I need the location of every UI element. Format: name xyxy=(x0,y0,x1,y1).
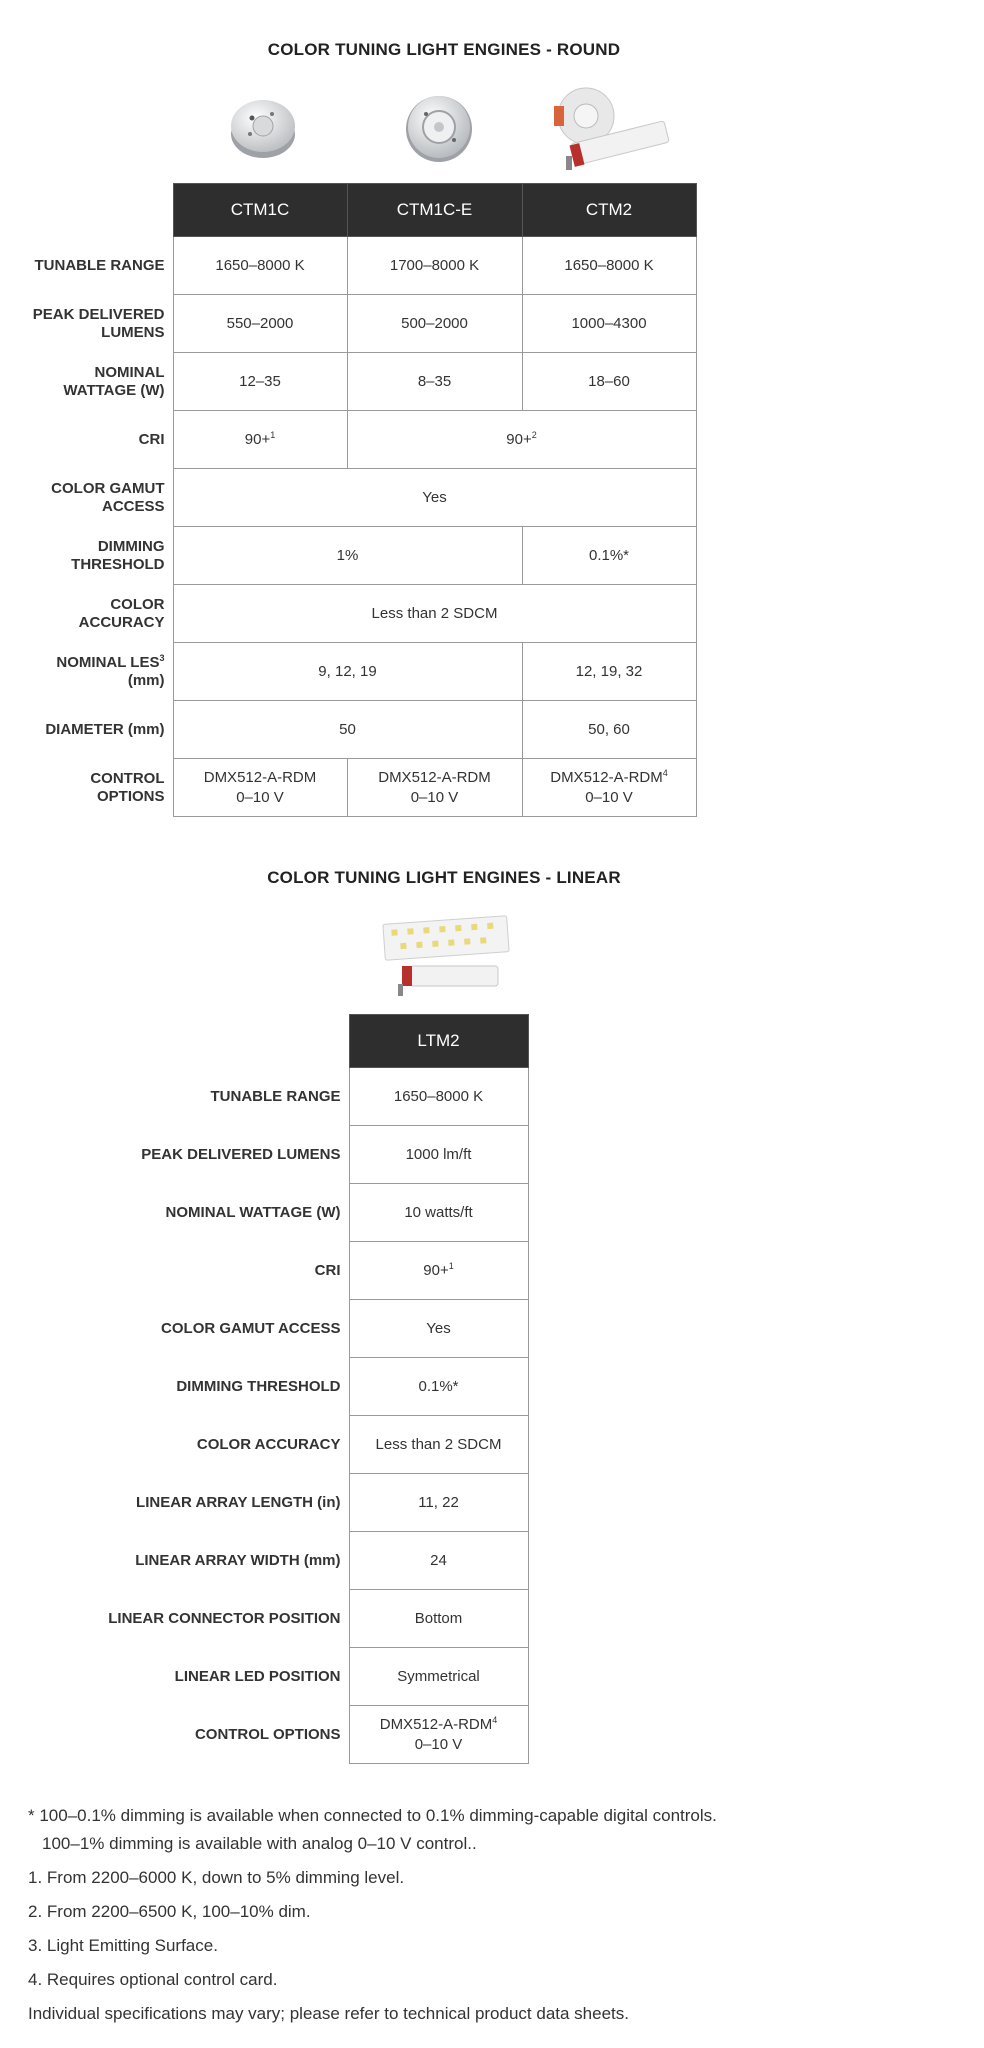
table-cell: Less than 2 SDCM xyxy=(349,1416,528,1474)
header-spacer xyxy=(28,1015,349,1068)
table-cell xyxy=(349,1242,528,1300)
header-ctm1c: CTM1C xyxy=(173,184,347,237)
footnote-3: 3. Light Emitting Surface. xyxy=(28,1936,218,1955)
footnote-ref: 1 xyxy=(270,429,276,440)
ctm1c-e-product-image xyxy=(402,92,476,166)
cell-line: 0–10 V xyxy=(585,788,633,806)
ctm1c-product-image xyxy=(228,88,298,164)
row-label-array-length: LINEAR ARRAY LENGTH (in) xyxy=(136,1493,341,1511)
table-row xyxy=(28,1590,528,1648)
row-label-color-accuracy: COLOR ACCURACY xyxy=(78,595,165,631)
table-cell: 1700–8000 K xyxy=(347,237,522,295)
row-label-color-gamut: COLOR GAMUT ACCESS xyxy=(51,479,165,515)
row-label-dimming-threshold: DIMMING THRESHOLD xyxy=(176,1377,341,1395)
table-row xyxy=(28,1416,528,1474)
label-unit: (mm) xyxy=(127,671,165,689)
cell-line: DMX512-A-RDM xyxy=(203,768,317,786)
disclaimer: Individual specifications may vary; please refer to technical product data sheets. xyxy=(28,2004,629,2023)
table-row xyxy=(28,527,696,585)
table-cell: 18–60 xyxy=(522,353,696,411)
table-row xyxy=(28,1242,528,1300)
table-cell: 1% xyxy=(173,527,522,585)
table-row xyxy=(28,353,696,411)
linear-spec-table xyxy=(28,1014,529,1764)
row-label-array-width: LINEAR ARRAY WIDTH (mm) xyxy=(135,1551,341,1569)
table-row xyxy=(28,1474,528,1532)
table-cell: 500–2000 xyxy=(347,295,522,353)
table-cell: 24 xyxy=(349,1532,528,1590)
table-row xyxy=(28,1126,528,1184)
table-row xyxy=(28,237,696,295)
cell-value: 90+ xyxy=(423,1261,449,1279)
row-label-control-options: CONTROL OPTIONS xyxy=(90,769,165,805)
footnote-ref: 3 xyxy=(159,652,165,663)
table-row xyxy=(28,1068,528,1126)
row-label-cri: CRI xyxy=(138,430,165,448)
table-cell xyxy=(522,759,696,817)
row-label-control-options: CONTROL OPTIONS xyxy=(194,1725,341,1743)
header-ctm1c-e: CTM1C-E xyxy=(347,184,522,237)
table-cell: 1650–8000 K xyxy=(349,1068,528,1126)
row-label-color-gamut: COLOR GAMUT ACCESS xyxy=(161,1319,341,1337)
table-row xyxy=(28,1648,528,1706)
linear-header-row xyxy=(28,1015,528,1068)
table-row xyxy=(28,1300,528,1358)
footnote-ref: 4 xyxy=(492,1714,498,1725)
table-row xyxy=(28,1184,528,1242)
table-cell: 12, 19, 32 xyxy=(522,643,696,701)
table-row xyxy=(28,469,696,527)
footnote-1: 1. From 2200–6000 K, down to 5% dimming level. xyxy=(28,1868,405,1887)
table-cell: 1650–8000 K xyxy=(173,237,347,295)
table-cell xyxy=(347,759,522,817)
label-text: NOMINAL LES xyxy=(56,653,160,671)
ctm2-product-image xyxy=(552,86,678,176)
cell-value: 90+ xyxy=(244,430,271,448)
linear-section-title: COLOR TUNING LIGHT ENGINES - LINEAR xyxy=(267,868,621,887)
cell-line: DMX512-A-RDM xyxy=(378,768,491,786)
row-label-nominal-wattage: NOMINAL WATTAGE (W) xyxy=(63,363,165,399)
table-cell: 50, 60 xyxy=(522,701,696,759)
table-cell: Less than 2 SDCM xyxy=(173,585,696,643)
cell-line: DMX512-A-RDM xyxy=(379,1715,493,1733)
table-cell: 1000 lm/ft xyxy=(349,1126,528,1184)
table-row xyxy=(28,643,696,701)
cell-line: DMX512-A-RDM xyxy=(550,768,663,786)
footnote-star: * 100–0.1% dimming is available when connected to 0.1% dimming-capable digital controls. xyxy=(28,1806,717,1825)
table-cell xyxy=(347,411,696,469)
footnote-ref: 4 xyxy=(662,767,668,778)
table-cell: 1000–4300 xyxy=(522,295,696,353)
row-label-dimming-threshold: DIMMING THRESHOLD xyxy=(71,537,165,573)
table-cell: 11, 22 xyxy=(349,1474,528,1532)
table-row xyxy=(28,295,696,353)
row-label-led-position: LINEAR LED POSITION xyxy=(174,1667,341,1685)
row-label-connector-position: LINEAR CONNECTOR POSITION xyxy=(108,1609,341,1627)
round-spec-table xyxy=(28,183,697,817)
row-label-tunable-range: TUNABLE RANGE xyxy=(34,256,165,274)
row-label-diameter: DIAMETER (mm) xyxy=(45,720,165,738)
cell-line: 0–10 V xyxy=(410,788,459,806)
table-row xyxy=(28,759,696,817)
round-section-title: COLOR TUNING LIGHT ENGINES - ROUND xyxy=(267,40,621,59)
row-label-nominal-les xyxy=(28,643,173,701)
table-cell: 12–35 xyxy=(173,353,347,411)
footnote-ref: 2 xyxy=(531,429,537,440)
row-label-peak-lumens: PEAK DELIVERED LUMENS xyxy=(141,1145,341,1163)
row-label-nominal-wattage: NOMINAL WATTAGE (W) xyxy=(165,1203,341,1221)
table-row xyxy=(28,1358,528,1416)
header-spacer xyxy=(28,184,173,237)
row-label-cri: CRI xyxy=(314,1261,341,1279)
footnote-ref: 1 xyxy=(448,1260,454,1271)
table-cell: 50 xyxy=(173,701,522,759)
table-cell: 1650–8000 K xyxy=(522,237,696,295)
header-ctm2: CTM2 xyxy=(522,184,696,237)
footnotes xyxy=(28,1802,948,2028)
footnote-4: 4. Requires optional control card. xyxy=(28,1970,278,1989)
header-ltm2: LTM2 xyxy=(349,1015,528,1068)
table-cell xyxy=(173,759,347,817)
cell-line: 0–10 V xyxy=(414,1735,463,1753)
table-cell: Symmetrical xyxy=(349,1648,528,1706)
table-row xyxy=(28,411,696,469)
table-cell: 8–35 xyxy=(347,353,522,411)
cell-line: 0–10 V xyxy=(236,788,284,806)
table-cell: Yes xyxy=(349,1300,528,1358)
table-cell: 550–2000 xyxy=(173,295,347,353)
footnote-2: 2. From 2200–6500 K, 100–10% dim. xyxy=(28,1902,311,1921)
table-cell: 9, 12, 19 xyxy=(173,643,522,701)
table-row xyxy=(28,585,696,643)
table-cell: 0.1%* xyxy=(522,527,696,585)
row-label-color-accuracy: COLOR ACCURACY xyxy=(196,1435,341,1453)
table-cell: 10 watts/ft xyxy=(349,1184,528,1242)
cell-value: 90+ xyxy=(506,430,532,448)
footnote-star-cont: 100–1% dimming is available with analog 0–10 V control.. xyxy=(42,1834,477,1853)
table-row xyxy=(28,1706,528,1764)
row-label-tunable-range: TUNABLE RANGE xyxy=(210,1087,341,1105)
table-cell: Bottom xyxy=(349,1590,528,1648)
table-row xyxy=(28,1532,528,1590)
table-cell xyxy=(173,411,347,469)
table-row xyxy=(28,701,696,759)
row-label-peak-lumens: PEAK DELIVERED LUMENS xyxy=(32,305,165,341)
table-cell xyxy=(349,1706,528,1764)
table-cell: 0.1%* xyxy=(349,1358,528,1416)
table-cell: Yes xyxy=(173,469,696,527)
ltm2-product-image xyxy=(380,914,514,1000)
round-header-row xyxy=(28,184,696,237)
